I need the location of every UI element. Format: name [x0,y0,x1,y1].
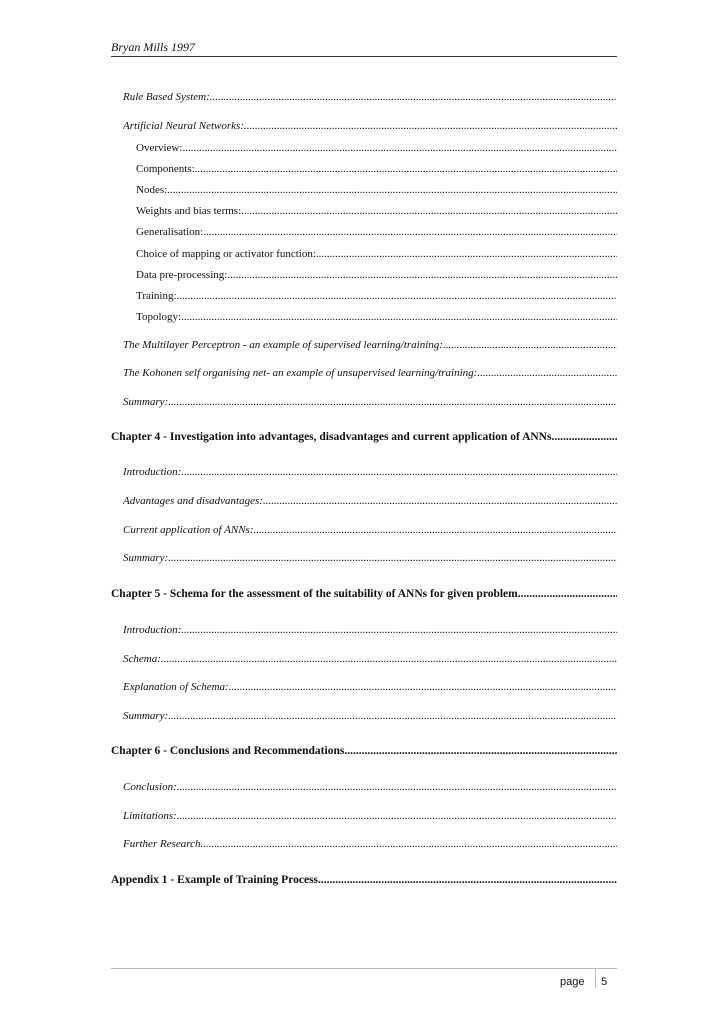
toc-entry-title: Training: [136,290,177,302]
toc-entry [123,709,617,723]
toc-entry-title: Artificial Neural Networks: [123,120,244,132]
toc-entry [123,809,617,823]
toc-chapter [111,744,617,758]
toc-entry [123,90,617,104]
toc-leader [177,809,617,823]
toc-chapter-title: Chapter 5 - Schema for the assessment of the suitability of ANNs for given problem [111,588,518,600]
toc-entry-title: Conclusion: [123,781,177,793]
toc-leader [318,873,617,887]
toc-entry-title: Schema: [123,653,161,665]
toc-chapter [111,587,617,601]
toc-chapter-title: Chapter 6 - Conclusions and Recommendations [111,745,345,757]
toc-entry-title: Summary: [123,396,169,408]
toc-entry-title: Nodes: [136,184,168,196]
page-label: page [560,976,585,988]
toc-entry [136,247,617,261]
toc-entry-title: Rule Based System: [123,91,210,103]
toc-entry-title: The Multilayer Perceptron - an example of supervised learning/training: [123,339,443,351]
toc-leader [477,366,617,380]
toc-entry [136,225,617,239]
toc-entry [123,465,617,479]
toc-entry-title: Summary: [123,710,169,722]
toc-entry-title: Topology: [136,311,182,323]
toc-entry-title: The Kohonen self organising net- an example of unsupervised learning/training: [123,367,478,379]
toc-leader [241,204,617,218]
toc-leader [316,247,617,261]
toc-leader [344,744,617,758]
toc-entry [123,395,617,409]
toc-leader [263,494,617,508]
toc-entry-title: Introduction: [123,624,182,636]
toc-leader [177,780,617,794]
toc-chapter-title: Chapter 4 - Investigation into advantages, disadvantages and current application of ANNs [111,431,552,443]
toc-chapter [111,430,617,444]
toc-entry [136,141,617,155]
toc-leader [182,141,617,155]
toc-leader [210,90,617,104]
toc-leader [177,289,617,303]
toc-leader [167,183,617,197]
toc-entry-title: Weights and bias terms: [136,205,242,217]
toc-entry [123,551,617,565]
toc-entry-title: Further Research [123,838,201,850]
footer-rule [111,968,617,969]
toc-entry [136,268,617,282]
toc-entry-title: Choice of mapping or activator function: [136,248,316,260]
toc-entry-title: Data pre-processing: [136,269,228,281]
toc-entry-title: Overview: [136,142,183,154]
toc-leader [229,680,617,694]
toc-entry [123,837,617,851]
toc-entry [123,523,617,537]
page-number: 5 [601,976,608,988]
page-header: Bryan Mills 1997 [111,40,617,57]
toc-entry-title: Introduction: [123,466,182,478]
toc-entry [123,680,617,694]
toc-leader [181,310,617,324]
toc-leader [551,430,617,444]
toc-leader [518,587,617,601]
toc-entry [123,338,617,352]
toc-leader [181,623,617,637]
toc-entry-title: Advantages and disadvantages: [123,495,263,507]
toc-entry [123,780,617,794]
toc-entry-title: Components: [136,163,195,175]
toc-leader [201,837,618,851]
toc-entry [123,366,617,380]
toc-entry [136,204,617,218]
toc-leader [227,268,617,282]
toc-entry [123,623,617,637]
toc-entry [123,119,617,133]
toc-entry [123,652,617,666]
toc-leader [168,709,617,723]
toc-entry-title: Generalisation: [136,226,204,238]
toc-leader [181,465,617,479]
toc-entry-title: Explanation of Schema: [123,681,229,693]
toc-leader [195,162,617,176]
toc-chapter-title: Appendix 1 - Example of Training Process [111,874,319,886]
toc-entry [136,183,617,197]
toc-leader [244,119,617,133]
toc-entry [136,289,617,303]
toc-entry [136,162,617,176]
footer-divider [595,968,596,988]
toc-entry [123,494,617,508]
toc-entry-title: Summary: [123,552,169,564]
toc-entry-title: Limitations: [123,810,177,822]
toc-leader [203,225,617,239]
toc-entry-title: Current application of ANNs: [123,524,254,536]
toc-leader [443,338,617,352]
toc-leader [161,652,617,666]
toc-leader [168,551,617,565]
toc-leader [253,523,617,537]
toc-entry [136,310,617,324]
toc-leader [168,395,617,409]
toc-chapter [111,873,617,887]
